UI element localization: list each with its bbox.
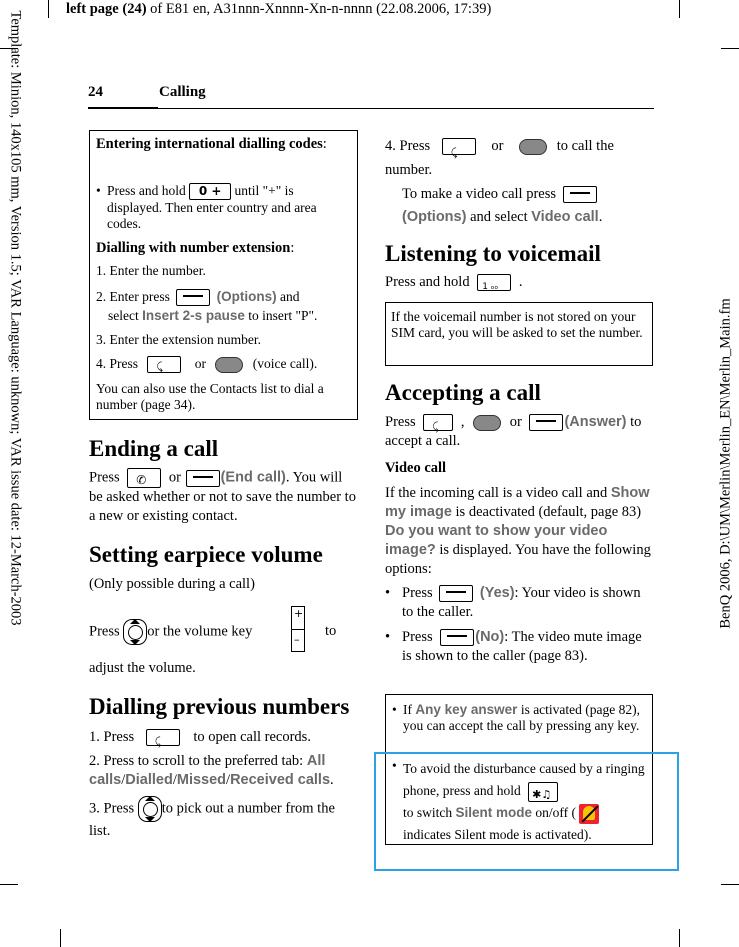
ending-end-call: (End call) xyxy=(220,469,286,486)
crop-mark xyxy=(60,929,61,947)
earpiece-title: Setting earpiece volume xyxy=(89,542,323,567)
tip-any-key xyxy=(403,702,647,734)
opt1-b: : Your video is shown to the caller. xyxy=(402,585,641,620)
intl-title xyxy=(96,136,351,153)
intl-title-colon: : xyxy=(322,136,327,152)
prev-s2-a: 2. Press to scroll to the preferred tab: xyxy=(89,753,304,769)
step4-text xyxy=(385,134,655,182)
ext-step-2 xyxy=(96,287,352,325)
option-no xyxy=(402,628,642,666)
intl-b1-b: until "+" is displayed. Then enter country and area codes. xyxy=(107,183,317,232)
step4-dot: . xyxy=(598,209,603,225)
tip-bullet: • xyxy=(392,702,397,717)
earpiece-press xyxy=(89,619,252,645)
prev-s3-a: 3. Press xyxy=(89,800,135,817)
prev-s3-b: to pick out a number from the list. xyxy=(89,800,335,839)
tip1-a: If xyxy=(403,702,412,717)
crop-mark xyxy=(721,48,739,49)
opt2-no: (No) xyxy=(475,629,505,645)
prev-s1-a: 1. Press xyxy=(89,729,135,745)
opt2-a: Press xyxy=(402,629,433,645)
softkey-left xyxy=(176,289,210,306)
intl-bullet: • xyxy=(96,183,101,198)
zero-plus-key xyxy=(189,183,231,200)
tip2-d: indicates Silent mode is activated). xyxy=(403,827,592,842)
accepting-b: to accept a call. xyxy=(385,414,642,449)
tip1-any-key: Any key answer xyxy=(415,702,518,717)
video-call-key xyxy=(473,415,501,431)
prev-step-1 xyxy=(89,728,311,747)
ext-s4-or: or xyxy=(194,356,207,371)
video-show-my-image: Show my image xyxy=(385,485,650,520)
earpiece-adjust: adjust the volume. xyxy=(89,660,196,676)
tip1-b: is activated (page 82), you can accept the call by pressing any key. xyxy=(403,702,641,733)
header-rule xyxy=(88,108,654,109)
earpiece-b: or the volume key xyxy=(147,623,253,640)
ext-s2-select: select xyxy=(108,308,139,324)
slash-3: / xyxy=(226,772,231,788)
prev-step-2 xyxy=(89,752,355,790)
prev-s2-dot: . xyxy=(330,772,334,788)
crop-mark xyxy=(679,0,680,18)
voicemail-title: Listening to voicemail xyxy=(385,241,601,266)
ext-s4-a: 4. Press xyxy=(96,356,139,371)
ext-step-3: 3. Enter the extension number. xyxy=(96,332,261,347)
nav-key-icon xyxy=(138,796,162,822)
tab-all-calls: All calls xyxy=(89,753,326,788)
nav-key-icon xyxy=(123,619,147,645)
intl-title-text: Entering international dialling codes xyxy=(96,136,323,152)
video-call-key xyxy=(519,139,547,155)
earpiece-to: to xyxy=(325,623,337,639)
step4-a: 4. Press xyxy=(385,138,431,154)
tip2-b: to switch xyxy=(403,805,453,820)
earpiece-note: (Only possible during a call) xyxy=(89,576,255,592)
step4-video-a: To make a video call press xyxy=(402,186,556,202)
extension-title-colon: : xyxy=(290,240,295,256)
step4-or: or xyxy=(491,138,504,154)
video-v3: is displayed. You have the following options: xyxy=(385,542,651,577)
accepting-answer: (Answer) xyxy=(564,414,627,430)
video-call-title-text: Video call xyxy=(385,460,447,476)
accepting-title: Accepting a call xyxy=(385,380,541,405)
tab-received: Received calls xyxy=(230,772,331,788)
call-key: ⤹ xyxy=(147,356,181,373)
ext-s2-d: to insert "P". xyxy=(248,308,318,324)
softkey-left xyxy=(563,186,597,203)
ending-text xyxy=(89,468,357,526)
ext-s2-options: (Options) xyxy=(216,289,277,304)
voicemail-a: Press and hold xyxy=(385,274,470,290)
ext-step-4 xyxy=(96,356,317,373)
header-rule-thick xyxy=(88,107,158,109)
end-key: ✆ xyxy=(127,468,161,488)
step4-b: to call the number. xyxy=(385,138,614,178)
ext-s2-pause: Insert 2-s pause xyxy=(142,308,245,324)
volume-key-icon xyxy=(291,606,305,652)
ext-s2-a: 2. Enter press xyxy=(96,289,170,304)
ending-b: . You will be asked whether or not to save the number to a new or existing contact. xyxy=(89,469,356,524)
section-title: Calling xyxy=(159,84,206,100)
intl-b1-a: Press and hold xyxy=(107,183,186,198)
crop-mark xyxy=(48,0,49,18)
voicemail-note: If the voicemail number is not stored on your SIM card, you will be asked to set the number. xyxy=(391,309,643,340)
ending-or: or xyxy=(168,469,181,486)
softkey-left xyxy=(439,585,473,602)
softkey-right xyxy=(440,629,474,646)
contacts-note: You can also use the Contacts list to dial a number (page 34). xyxy=(96,381,324,412)
slash-2: / xyxy=(172,772,177,788)
ending-title: Ending a call xyxy=(89,436,219,461)
ext-s4-b: (voice call). xyxy=(252,356,318,371)
zero-plus-key-label: 0 + xyxy=(198,184,222,199)
step4-options: (Options) xyxy=(402,209,467,225)
opt2-b: : The video mute image is shown to the caller (page 83). xyxy=(402,629,642,664)
opt-bullet: • xyxy=(385,585,391,601)
tip2-a: To avoid the disturbance caused by a ringing phone, press and hold xyxy=(403,761,645,798)
softkey-left xyxy=(529,414,563,431)
page-number: 24 xyxy=(88,84,103,100)
opt-bullet: • xyxy=(385,629,391,645)
highlight-frame xyxy=(374,752,679,871)
print-header-label: left page (24) xyxy=(66,1,147,17)
earpiece-a: Press xyxy=(89,623,120,640)
softkey-right xyxy=(186,470,220,487)
crop-mark xyxy=(679,929,680,947)
video-prompt: Do you want to show your video image? xyxy=(385,523,608,558)
extension-title-text: Dialling with number extension xyxy=(96,240,291,256)
call-key: ⤹ xyxy=(442,138,476,155)
star-key: ✱♫ xyxy=(528,782,558,802)
slash-1: / xyxy=(121,772,126,788)
print-header xyxy=(66,1,491,18)
call-key: ⤹ xyxy=(423,414,453,431)
ext-s2-and: and xyxy=(279,289,300,304)
opt1-yes: (Yes) xyxy=(479,585,515,601)
side-template-info: Template: Minion, 140x105 mm, Version 1.5; VAR Language: unknown; VAR issue date: 12-March-2003 xyxy=(7,10,24,626)
voicemail-key: 1 ₒₒ xyxy=(477,274,511,291)
tab-missed: Missed xyxy=(176,772,227,788)
video-call-title xyxy=(385,459,446,478)
option-yes xyxy=(402,584,654,622)
crop-mark xyxy=(0,884,18,885)
opt1-a: Press xyxy=(402,585,433,601)
ext-step-1: 1. Enter the number. xyxy=(96,263,206,278)
prev-s1-b: to open call records. xyxy=(193,729,311,745)
tip2-silent-mode: Silent mode xyxy=(455,805,533,820)
ending-a: Press xyxy=(89,469,120,486)
accepting-a: Press xyxy=(385,414,416,430)
previous-title: Dialling previous numbers xyxy=(89,694,350,719)
accepting-comma: , xyxy=(460,414,465,430)
video-v1: If the incoming call is a video call and xyxy=(385,485,608,501)
side-file-path: BenQ 2006, D:\UM\Merlin\Merlin_EN\Merlin_Main.fm xyxy=(717,298,734,629)
extension-title xyxy=(96,239,294,258)
tip-bullet: • xyxy=(392,758,397,773)
video-v2: is deactivated (default, page 83) xyxy=(455,504,642,520)
intl-bullet-text xyxy=(107,183,352,232)
video-call-para xyxy=(385,484,655,579)
call-key: ⤹ xyxy=(146,729,180,746)
accepting-text xyxy=(385,413,655,451)
prev-step-3 xyxy=(89,796,355,841)
tip2-c: on/off ( xyxy=(535,805,577,820)
accepting-or: or xyxy=(509,414,522,430)
print-header-info: of E81 en, A31nnn-Xnnnn-Xn-n-nnnn (22.08.2006, 17:39) xyxy=(146,1,492,17)
crop-mark xyxy=(721,884,739,885)
step4-video xyxy=(402,183,654,229)
volume-minus: – xyxy=(294,633,300,646)
voicemail-dot: . xyxy=(518,274,523,290)
video-call-key xyxy=(215,357,243,373)
step4-video-b: and select xyxy=(470,209,528,225)
voicemail-text xyxy=(385,273,522,292)
volume-plus: + xyxy=(294,607,304,620)
step4-video-call: Video call xyxy=(531,209,599,225)
tab-dialled: Dialled xyxy=(125,772,173,788)
